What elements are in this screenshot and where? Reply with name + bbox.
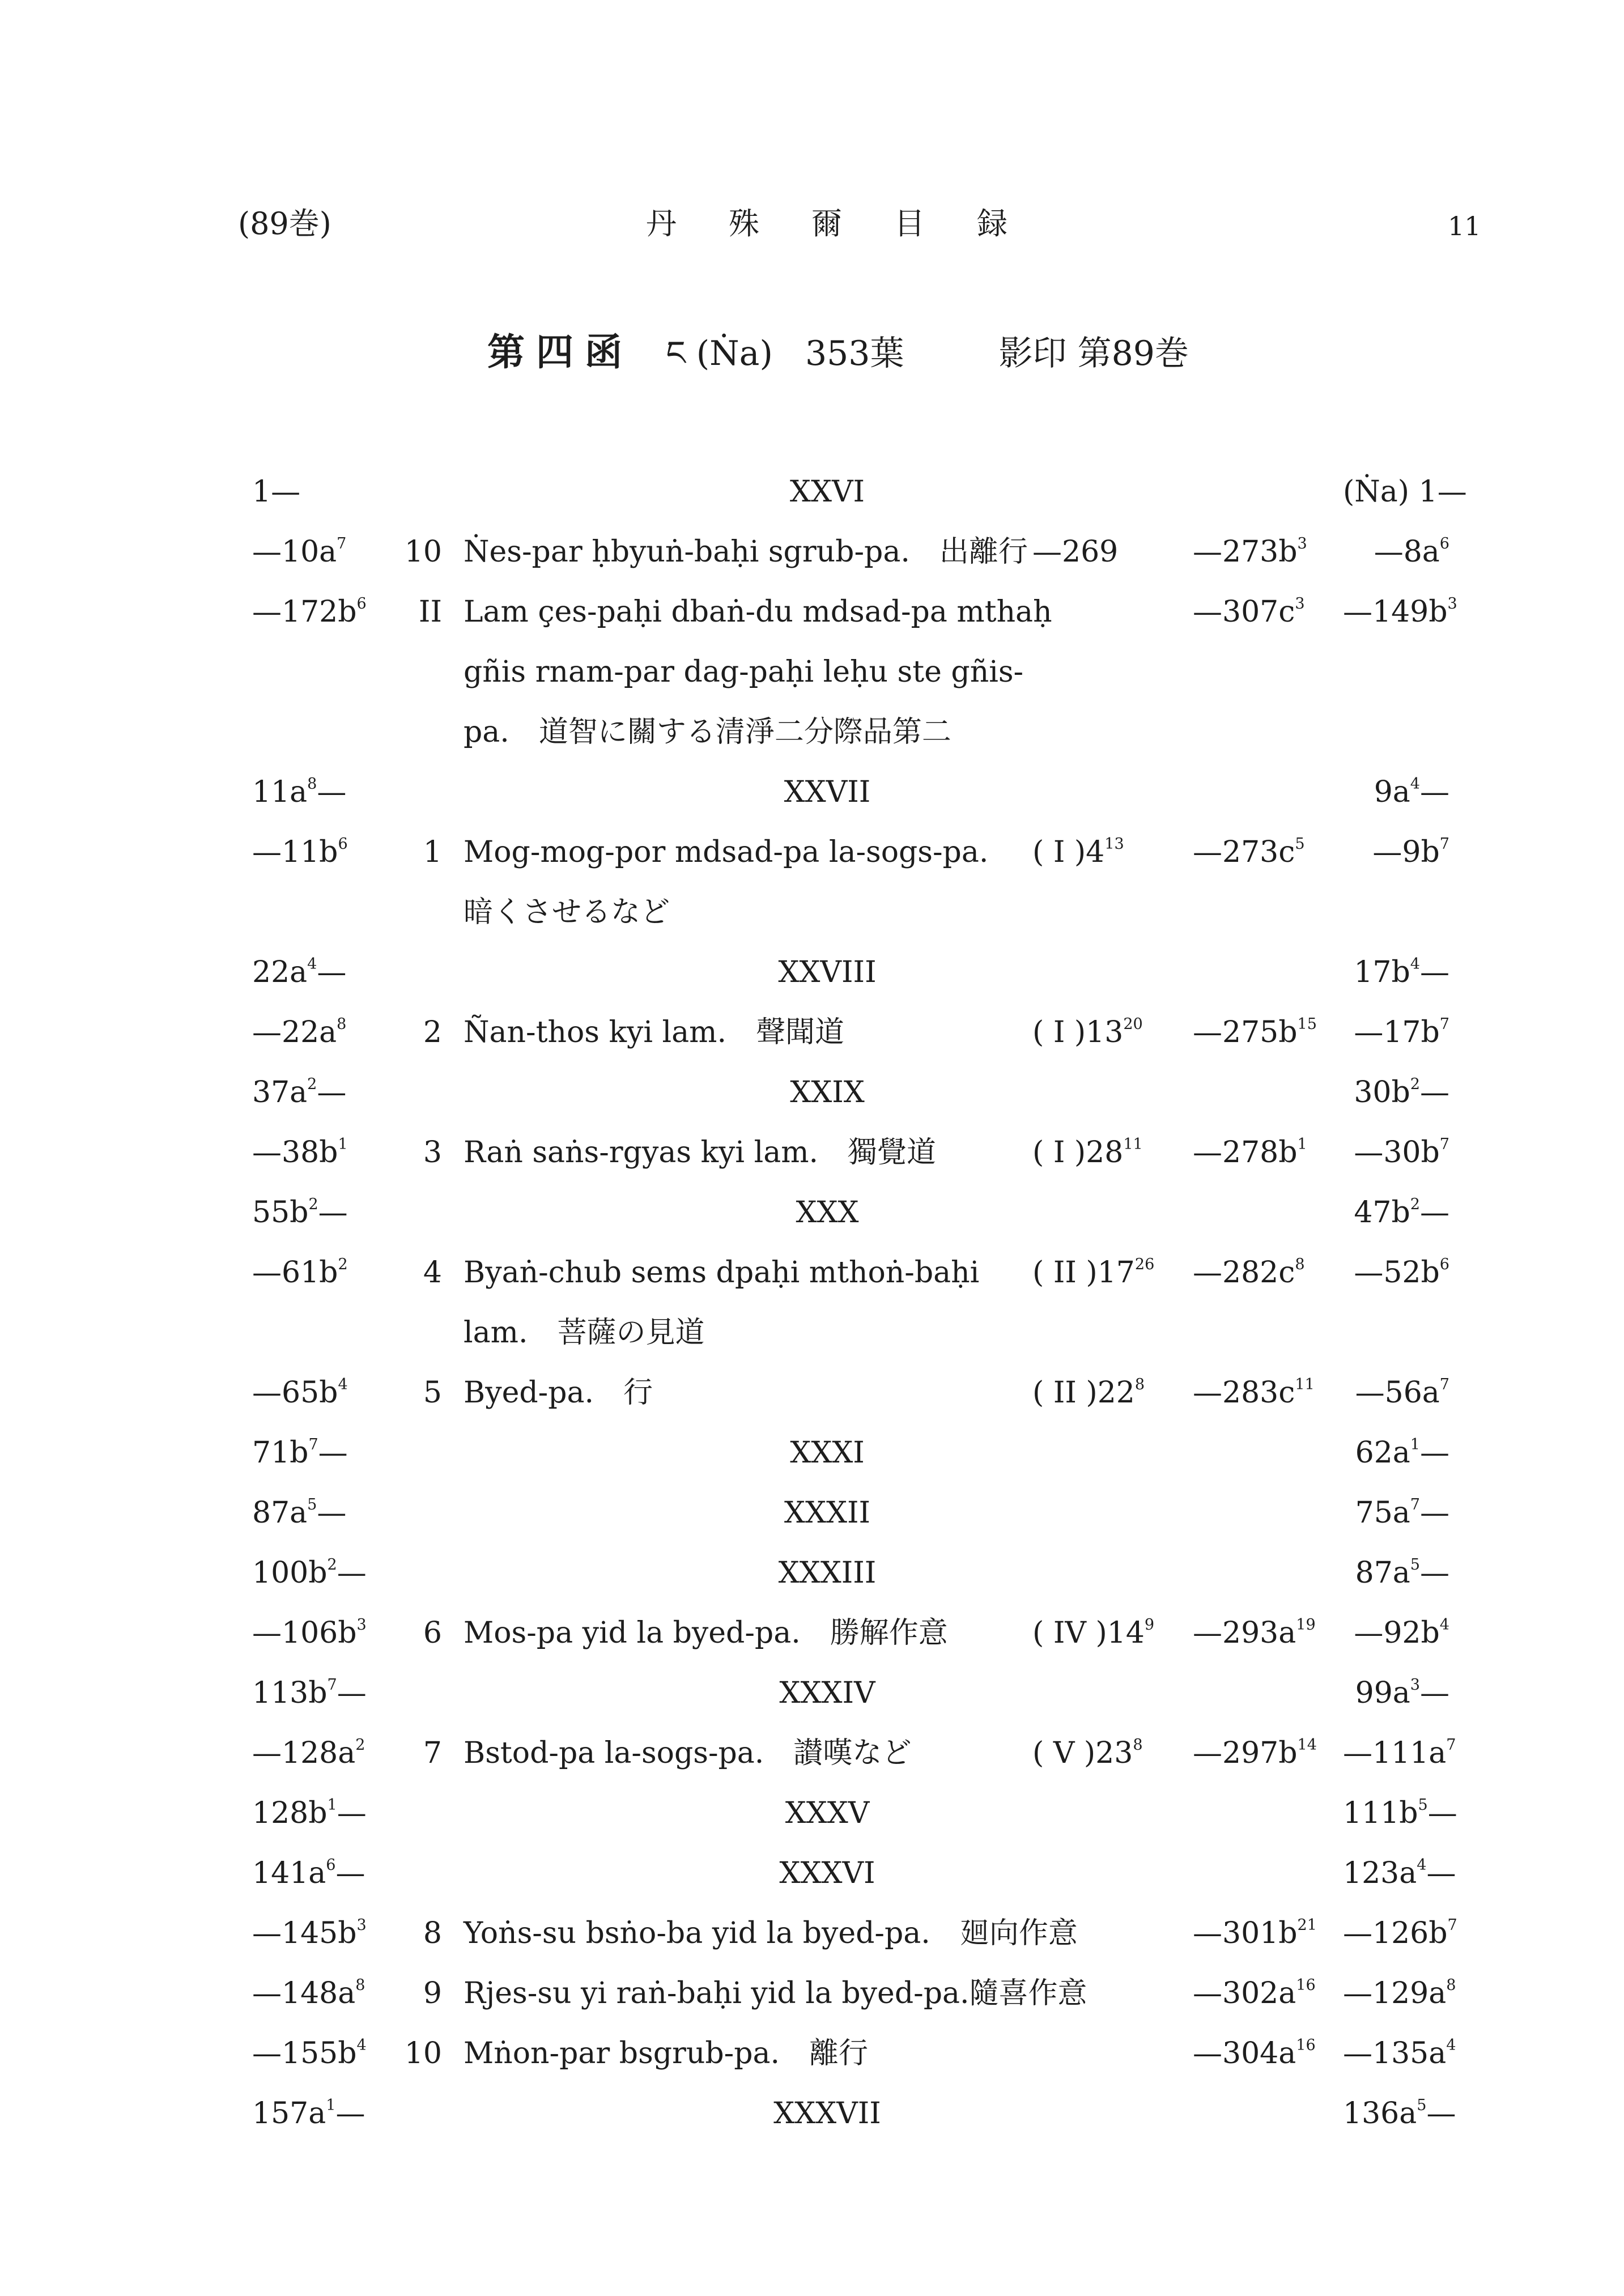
table-row (0, 1303, 1624, 1363)
entry-number: 6 (423, 1616, 442, 1650)
reference-a: ( II )$17^{26}$ (1032, 1256, 1155, 1290)
start-leaf: $—11b^6$ (252, 835, 348, 869)
reference-a: ( I )$13^{20}$ (1032, 1015, 1143, 1049)
end-leaf: $—92b^4$ (1354, 1616, 1449, 1650)
entry-title: pa. 道智に關する清淨二分際品第二 (464, 715, 951, 749)
start-leaf: $—65b^4$ (252, 1376, 348, 1410)
reference-b: $—297b^{14}$ (1193, 1736, 1317, 1770)
start-leaf: $157a^1—$ (252, 2097, 365, 2131)
section-numeral: XXXIV (779, 1676, 875, 1710)
table-row (0, 582, 1624, 642)
reference-b: $—275b^{15}$ (1193, 1015, 1317, 1049)
end-leaf: $—56a^7$ (1355, 1376, 1449, 1410)
end-leaf: $47b^2—$ (1354, 1196, 1449, 1230)
start-leaf: $—61b^2$ (252, 1256, 348, 1290)
reference-b: $—283c^{11}$ (1193, 1376, 1315, 1410)
entry-number: 10 (404, 535, 442, 569)
start-leaf: $11a^8—$ (252, 775, 347, 809)
section-title (487, 330, 1210, 374)
entry-title: lam. 菩薩の見道 (464, 1316, 705, 1350)
reference-a: ( IV )$14^9$ (1032, 1616, 1155, 1650)
entry-title: Rjes-su yi raṅ-baḥi yid la byed-pa.隨喜作意 (464, 1976, 1087, 2010)
reference-b: $—282c^8$ (1193, 1256, 1305, 1290)
reference-b: $—273b^3$ (1193, 535, 1307, 569)
start-leaf: $—155b^4$ (252, 2036, 367, 2070)
start-leaf: $37a^2—$ (252, 1075, 347, 1109)
reference-a: —269 (1032, 535, 1119, 569)
reference-a: ( II )$22^8$ (1032, 1376, 1145, 1410)
table-row (0, 642, 1624, 702)
table-row (0, 1062, 1624, 1123)
table-row (0, 1963, 1624, 2023)
entry-title: Lam çes-paḥi dbaṅ-du mdsad-pa mthaḥ (464, 595, 1052, 629)
table-row (0, 822, 1624, 882)
entry-number: 2 (423, 1015, 442, 1049)
table-row (0, 1483, 1624, 1543)
reference-b: $—302a^{16}$ (1193, 1976, 1316, 2010)
entry-number: 9 (423, 1976, 442, 2010)
start-leaf: $71b^7—$ (252, 1436, 348, 1470)
table-row (0, 1183, 1624, 1243)
table-row (0, 1843, 1624, 1903)
start-leaf: $—10a^7$ (252, 535, 347, 569)
table-row (0, 1002, 1624, 1062)
entry-number: 8 (423, 1916, 442, 1950)
entry-number: 10 (404, 2036, 442, 2070)
reference-b: $—293a^{19}$ (1193, 1616, 1316, 1650)
reference-b: $—278b^1$ (1193, 1136, 1307, 1170)
entry-title: Bstod-pa la-sogs-pa. 讃嘆など (464, 1736, 912, 1770)
entry-number: 7 (423, 1736, 442, 1770)
table-row (0, 1783, 1624, 1843)
section-numeral: XXIX (790, 1075, 865, 1109)
entry-title: Byaṅ-chub sems dpaḥi mthoṅ-baḥi (464, 1256, 980, 1290)
table-row (0, 1663, 1624, 1723)
reference-b: $—301b^{21}$ (1193, 1916, 1317, 1950)
entry-title: Mos-pa yid la byed-pa. 勝解作意 (464, 1616, 948, 1650)
table-row (0, 1243, 1624, 1303)
running-title: 丹殊爾目録 (646, 206, 1060, 241)
end-leaf: $—30b^7$ (1354, 1136, 1449, 1170)
start-leaf: $—38b^1$ (252, 1136, 348, 1170)
start-leaf: $87a^5—$ (252, 1496, 347, 1530)
section-numeral: XXVI (789, 475, 865, 509)
table-row (0, 702, 1624, 762)
reference-a: ( I )$4^{13}$ (1032, 835, 1124, 869)
table-row (0, 1423, 1624, 1483)
start-leaf: $—106b^3$ (252, 1616, 367, 1650)
table-row (0, 1903, 1624, 1963)
reference-b: $—307c^3$ (1193, 595, 1305, 629)
catalog-table (0, 462, 1624, 2144)
entry-title: Ñan-thos kyi lam. 聲聞道 (464, 1015, 844, 1049)
reference-b: $—304a^{16}$ (1193, 2036, 1316, 2070)
section-numeral: XXXII (784, 1496, 871, 1530)
entry-title: Raṅ saṅs-rgyas kyi lam. 獨覺道 (464, 1136, 937, 1170)
table-row (0, 522, 1624, 582)
table-row (0, 1543, 1624, 1603)
start-leaf: $113b^7—$ (252, 1676, 367, 1710)
table-row (0, 762, 1624, 822)
table-row (0, 1363, 1624, 1423)
end-leaf: $—111a^7$ (1343, 1736, 1456, 1770)
reference-b: $—273c^5$ (1193, 835, 1305, 869)
start-leaf: 1— (252, 475, 301, 509)
table-row (0, 2023, 1624, 2084)
end-leaf: $123a^4—$ (1343, 1856, 1456, 1890)
table-row (0, 1603, 1624, 1663)
end-leaf: $—52b^6$ (1354, 1256, 1449, 1290)
entry-title: gñis rnam-par dag-paḥi leḥu ste gñis- (464, 655, 1024, 689)
entry-title: Yoṅs-su bsṅo-ba yid la byed-pa. 廻向作意 (464, 1916, 1078, 1950)
section-numeral: XXXV (785, 1796, 870, 1830)
table-row (0, 462, 1624, 522)
end-leaf: (Ṅa) 1— (1343, 475, 1467, 509)
table-row (0, 1123, 1624, 1183)
section-numeral: XXXI (790, 1436, 865, 1470)
page-number: 11 (1448, 211, 1481, 241)
start-leaf: $—172b^6$ (252, 595, 367, 629)
table-row (0, 882, 1624, 942)
end-leaf: $62a^1—$ (1355, 1436, 1449, 1470)
case-label: 第四函 (487, 330, 634, 374)
start-leaf: $141a^6—$ (252, 1856, 365, 1890)
table-row (0, 2084, 1624, 2144)
start-leaf: $—148a^8$ (252, 1976, 365, 2010)
start-leaf: $22a^4—$ (252, 955, 347, 989)
leaf-count: 353葉 (805, 334, 904, 373)
end-leaf: $—17b^7$ (1354, 1015, 1449, 1049)
start-leaf: $100b^2—$ (252, 1556, 367, 1590)
end-leaf: $17b^4—$ (1354, 955, 1449, 989)
reference-a: ( V )$23^8$ (1032, 1736, 1143, 1770)
start-leaf: $—22a^8$ (252, 1015, 347, 1049)
end-leaf: $87a^5—$ (1355, 1556, 1449, 1590)
end-leaf: $111b^5—$ (1343, 1796, 1457, 1830)
end-leaf: $—9b^7$ (1372, 835, 1449, 869)
end-leaf: $—8a^6$ (1374, 535, 1449, 569)
facsimile-volume: 影印 第89巻 (998, 334, 1189, 373)
end-leaf: $99a^3—$ (1355, 1676, 1449, 1710)
end-leaf: $9a^4—$ (1374, 775, 1449, 809)
section-numeral: XXVIII (778, 955, 877, 989)
section-numeral: XXVII (784, 775, 871, 809)
entry-number: II (418, 595, 442, 629)
end-leaf: $75a^7—$ (1355, 1496, 1449, 1530)
section-numeral: XXXIII (778, 1556, 877, 1590)
table-row (0, 942, 1624, 1002)
entry-number: 5 (423, 1376, 442, 1410)
entry-number: 3 (423, 1136, 442, 1170)
section-numeral: XXXVI (779, 1856, 875, 1890)
entry-title: Mog-mog-por mdsad-pa la-sogs-pa. (464, 835, 989, 869)
start-leaf: $55b^2—$ (252, 1196, 348, 1230)
end-leaf: $—129a^8$ (1343, 1976, 1456, 2010)
entry-title: Ṅes-par ḥbyuṅ-baḥi sgrub-pa. 出離行 (464, 535, 1028, 569)
entry-title: Byed-pa. 行 (464, 1376, 653, 1410)
end-leaf: $—135a^4$ (1343, 2036, 1456, 2070)
reference-a: ( I )$28^{11}$ (1032, 1136, 1143, 1170)
table-row (0, 1723, 1624, 1783)
end-leaf: $—126b^7$ (1343, 1916, 1457, 1950)
case-letter: ང (Ṅa) (666, 334, 773, 373)
entry-title: Mṅon-par bsgrub-pa. 離行 (464, 2036, 869, 2070)
end-leaf: $30b^2—$ (1354, 1075, 1449, 1109)
volume-label: (89巻) (238, 206, 331, 241)
start-leaf: $128b^1—$ (252, 1796, 367, 1830)
entry-number: 1 (423, 835, 442, 869)
section-numeral: XXX (796, 1196, 859, 1230)
start-leaf: $—145b^3$ (252, 1916, 367, 1950)
entry-number: 4 (423, 1256, 442, 1290)
section-numeral: XXXVII (773, 2097, 881, 2131)
entry-title: 暗くさせるなど (464, 895, 670, 929)
start-leaf: $—128a^2$ (252, 1736, 365, 1770)
end-leaf: $136a^5—$ (1343, 2097, 1456, 2131)
end-leaf: $—149b^3$ (1343, 595, 1457, 629)
